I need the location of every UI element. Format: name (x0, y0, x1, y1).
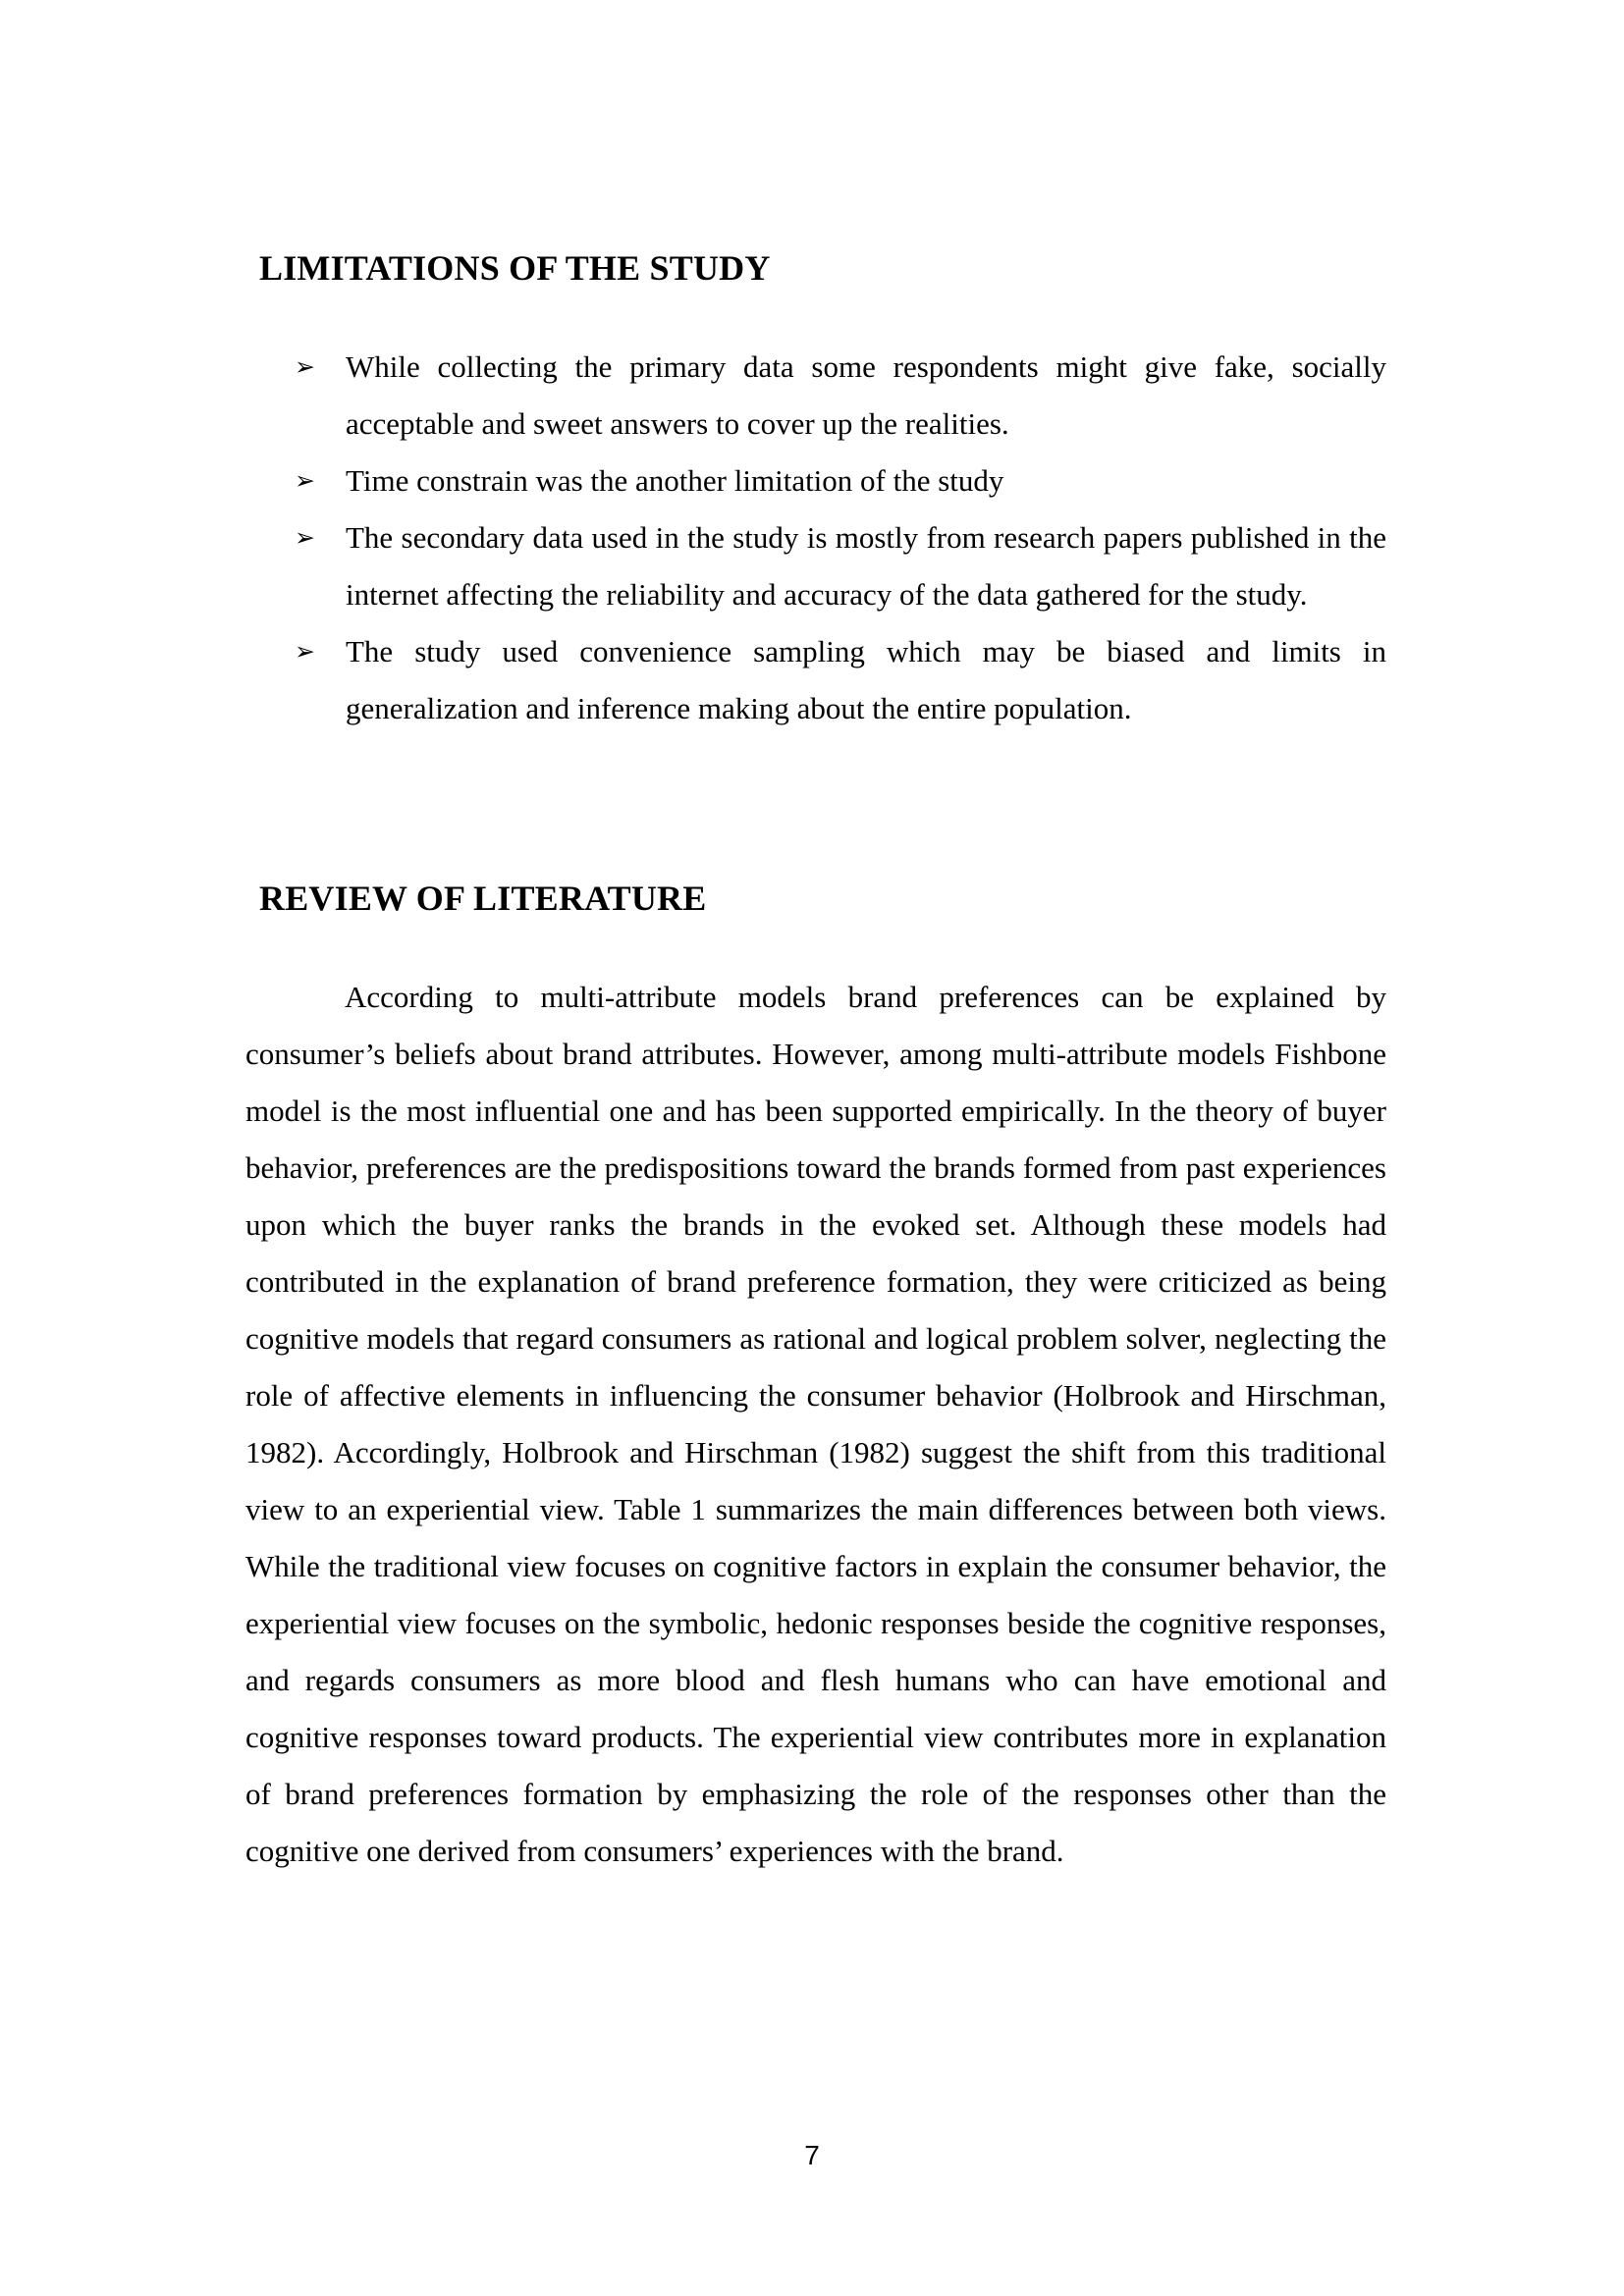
page-number: 7 (804, 2140, 820, 2170)
list-item-text: While collecting the primary data some respondents might give fake, socially acceptable and sweet answers to cover up the realities. (346, 349, 1386, 441)
literature-review-heading: REVIEW OF LITERATURE (259, 879, 707, 918)
list-item (295, 623, 1386, 737)
arrow-bullet-icon: ➢ (295, 523, 315, 552)
arrow-bullet-icon: ➢ (295, 466, 315, 495)
list-item (295, 509, 1386, 623)
literature-review-paragraph: According to multi-attribute models brand preferences can be explained by consumer’s beliefs about brand attributes. However, among multi-attribute models Fishbone model is the most influential one and has been supported empirically. In the theory of buyer behavior, preferences are the predispositions toward the brands formed from past experiences upon which the buyer ranks the brands in the evoked set. Although these models had contributed in the explanation of brand preference formation, they were criticized as being cognitive models that regard consumers as rational and logical problem solver, neglecting the role of affective elements in influencing the consumer behavior (Holbrook and Hirschman, 1982). Accordingly, Holbrook and Hirschman (1982) suggest the shift from this traditional view to an experiential view. Table 1 summarizes the main differences between both views. While the traditional view focuses on cognitive factors in explain the consumer behavior, the experiential view focuses on the symbolic, hedonic responses beside the cognitive responses, and regards consumers as more blood and flesh humans who can have emotional and cognitive responses toward products. The experiential view contributes more in explanation of brand preferences formation by emphasizing the role of the responses other than the cognitive one derived from consumers’ experiences with the brand. (245, 980, 1386, 1868)
arrow-bullet-icon: ➢ (295, 637, 315, 666)
list-item-text: Time constrain was the another limitation of the study (346, 463, 1004, 498)
limitations-heading: LIMITATIONS OF THE STUDY (259, 248, 771, 288)
list-item-text: The study used convenience sampling which may be biased and limits in generalization and inference making about the entire population. (346, 634, 1386, 725)
list-item (295, 453, 1386, 509)
list-item-text: The secondary data used in the study is mostly from research papers published in the internet affecting the reliability and accuracy of the data gathered for the study. (346, 520, 1386, 612)
arrow-bullet-icon: ➢ (295, 352, 315, 381)
limitations-list (295, 339, 1386, 737)
list-item (295, 339, 1386, 453)
